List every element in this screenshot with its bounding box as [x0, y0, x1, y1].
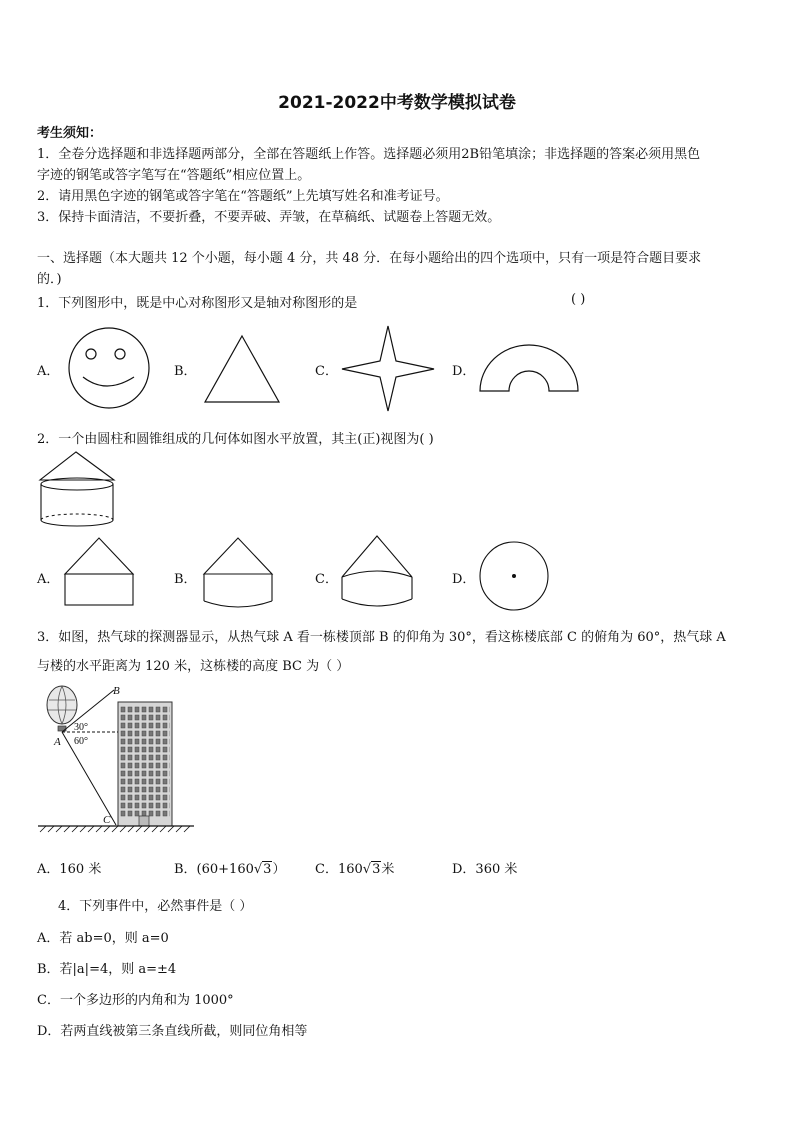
q3-option-c-text: C．160 [315, 862, 363, 877]
q2-option-d-label: D． [452, 572, 476, 587]
view-house-rect-figure [64, 537, 136, 607]
notice-item-1: 1．全卷分选择题和非选择题两部分，全部在答题纸上作答。选择题必须用2B铅笔填涂；非选择题的答案必须用黑色 [37, 147, 701, 162]
q2-option-a-label: A． [37, 572, 60, 587]
q4-option-c: C．一个多边形的内角和为 1000° [37, 993, 234, 1008]
notice-item-2: 2．请用黑色字迹的钢笔或答字笔在“答题纸”上先填写姓名和准考证号。 [37, 189, 449, 204]
q4-stem: 4．下列事件中，必然事件是（ ） [58, 899, 253, 914]
q4-option-b: B．若|a|=4，则 a=±4 [37, 962, 177, 977]
section-header-cont: 的．) [37, 272, 62, 287]
arch-figure [478, 343, 580, 393]
q3-option-b-text: B．(60+160 [174, 862, 254, 877]
q2-option-c-label: C． [315, 572, 338, 587]
q3-option-b [174, 858, 285, 877]
view-circle-dot-figure [478, 540, 550, 612]
q4-option-d: D．若两直线被第三条直线所截，则同位角相等 [37, 1024, 308, 1039]
sqrt-symbol: √3 [253, 862, 272, 877]
radicand: 3 [372, 862, 381, 877]
q3-stem: 3．如图，热气球的探测器显示，从热气球 A 看一栋楼顶部 B 的仰角为 30°，看这栋楼底部 C 的俯角为 60°，热气球 A [37, 630, 726, 645]
q4-option-a: A．若 ab=0，则 a=0 [37, 931, 169, 946]
balloon-building-figure [36, 682, 198, 834]
point-a-label: A [54, 736, 61, 748]
q3-option-b-close: ） [272, 862, 286, 877]
q1-answer-bracket: ( ) [571, 292, 586, 307]
four-point-star-figure [341, 326, 435, 412]
notice-item-1-cont: 字迹的钢笔或答字笔写在“答题纸”相应位置上。 [37, 168, 311, 183]
triangle-figure [203, 334, 281, 404]
radicand: 3 [263, 862, 272, 877]
view-curved-both-figure [340, 535, 416, 613]
smiley-face-figure [66, 325, 152, 411]
q1-option-b-label: B． [174, 364, 197, 379]
q3-option-c [315, 858, 394, 877]
point-b-label: B [113, 685, 120, 697]
q3-option-a: A．160 米 [37, 862, 102, 877]
view-curved-bottom-figure [202, 537, 276, 611]
point-c-label: C [103, 814, 111, 826]
angle-60-label: 60° [74, 736, 88, 747]
q2-stem: 2．一个由圆柱和圆锥组成的几何体如图水平放置，其主(正)视图为( ) [37, 432, 434, 447]
q3-option-c-unit: 米 [381, 862, 395, 877]
page-title: 2021-2022中考数学模拟试卷 [278, 93, 516, 113]
notice-heading: 考生须知： [37, 126, 103, 141]
cylinder-cone-figure [38, 450, 118, 530]
q1-option-c-label: C． [315, 364, 338, 379]
notice-item-3: 3．保持卡面清洁，不要折叠，不要弄破、弄皱，在草稿纸、试题卷上答题无效。 [37, 210, 501, 225]
q3-option-d: D．360 米 [452, 862, 518, 877]
section-header: 一、选择题（本大题共 12 个小题，每小题 4 分，共 48 分．在每小题给出的四个选项中，只有一项是符合题目要求 [37, 251, 702, 266]
q3-stem-cont: 与楼的水平距离为 120 米，这栋楼的高度 BC 为（ ） [37, 659, 350, 674]
q2-option-b-label: B． [174, 572, 197, 587]
q1-option-d-label: D． [452, 364, 476, 379]
q1-option-a-label: A． [37, 364, 60, 379]
angle-30-label: 30° [74, 722, 88, 733]
q1-stem: 1．下列图形中，既是中心对称图形又是轴对称图形的是 [37, 296, 358, 311]
sqrt-symbol: √3 [362, 862, 381, 877]
